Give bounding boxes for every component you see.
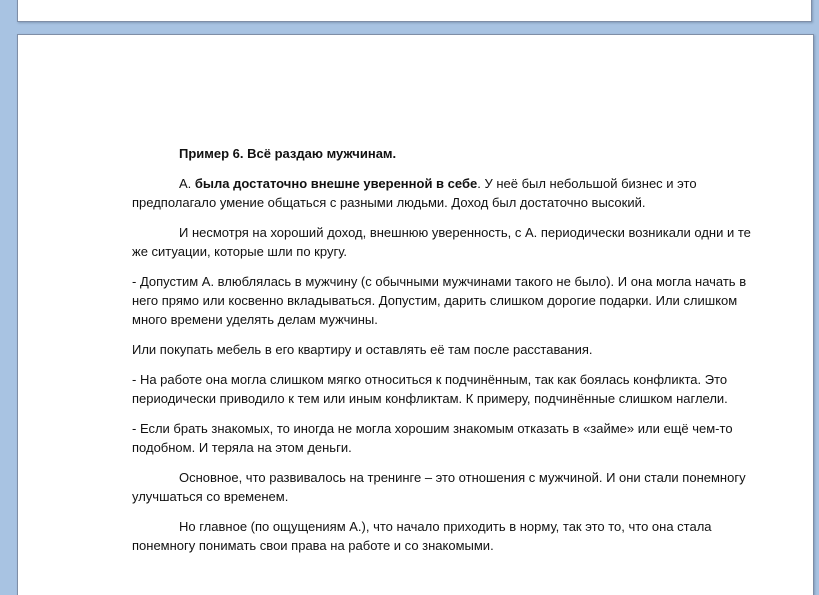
previous-page xyxy=(17,0,812,22)
document-body[interactable] xyxy=(132,144,762,566)
paragraph-1-bold: была достаточно внешне уверенной в себе xyxy=(194,176,478,191)
paragraph-1-prefix: А. xyxy=(179,176,195,191)
paragraph-1 xyxy=(132,174,762,212)
paragraph-5: - На работе она могла слишком мягко относиться к подчинённым, так как боялась конфликта. Это периодически приводило к тем или иным конфликтам. К примеру, подчинённые слишком наглели. xyxy=(132,372,728,406)
paragraph-7: Основное, что развивалось на тренинге – это отношения с мужчиной. И они стали понемногу улучшаться со временем. xyxy=(132,470,746,504)
page-heading: Пример 6. Всё раздаю мужчинам. xyxy=(179,146,397,161)
document-page[interactable] xyxy=(17,34,814,595)
paragraph-6: - Если брать знакомых, то иногда не могла хорошим знакомым отказать в «займе» или ещё чем-то подобном. И теряла на этом деньги. xyxy=(132,421,733,455)
paragraph-3: - Допустим А. влюблялась в мужчину (с обычными мужчинами такого не было). И она могла начать в него прямо или косвенно вкладываться. Допустим, дарить слишком дорогие подарки. Или слишком много времени уделять делам мужчины. xyxy=(132,274,747,327)
paragraph-2: И несмотря на хороший доход, внешнюю уверенность, с А. периодически возникали одни и те же ситуации, которые шли по кругу. xyxy=(132,225,751,259)
paragraph-4: Или покупать мебель в его квартиру и оставлять её там после расставания. xyxy=(132,342,593,357)
paragraph-1-rest: . У неё был небольшой бизнес и это предполагало умение общаться с разными людьми. Доход был достаточно высокий. xyxy=(132,176,697,210)
paragraph-8: Но главное (по ощущениям А.), что начало приходить в норму, так это то, что она стала понемногу понимать свои права на работе и со знакомыми. xyxy=(132,519,712,553)
